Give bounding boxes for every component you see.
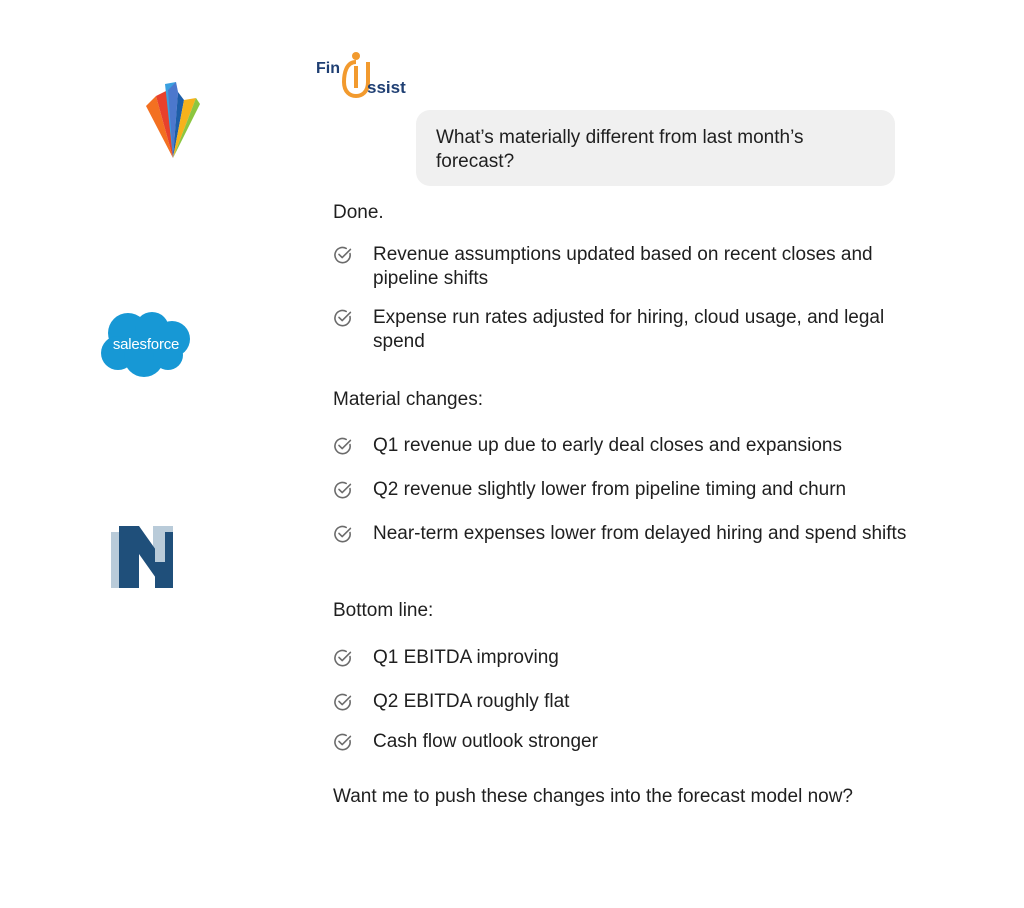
- check-circle-icon: [333, 524, 353, 544]
- list-item-label: Revenue assumptions updated based on recent closes and pipeline shifts: [373, 244, 873, 289]
- list-item-label: Expense run rates adjusted for hiring, cloud usage, and legal spend: [373, 307, 885, 352]
- list-item-label: Q2 EBITDA roughly flat: [373, 691, 570, 712]
- check-circle-icon: [333, 692, 353, 712]
- check-circle-icon: [333, 648, 353, 668]
- salesforce-logo-text: salesforce: [112, 335, 180, 353]
- list-item-label: Cash flow outlook stronger: [373, 731, 598, 752]
- reply-intro: Done.: [333, 202, 384, 223]
- brand-a-icon: [342, 50, 370, 98]
- user-message-bubble: What’s materially different from last month’s forecast?: [416, 110, 895, 186]
- list-item-label: Near-term expenses lower from delayed hiring and spend shifts: [373, 523, 907, 544]
- list-item-label: Q2 revenue slightly lower from pipeline timing and churn: [373, 479, 847, 500]
- check-circle-icon: [333, 480, 353, 500]
- material-changes-heading: Material changes:: [333, 389, 483, 410]
- check-circle-icon: [333, 245, 353, 265]
- follow-up-question: Want me to push these changes into the forecast model now?: [333, 786, 853, 807]
- integration-logos: [0, 0, 300, 908]
- list-item-label: Q1 EBITDA improving: [373, 647, 559, 668]
- salesforce-logo-icon: [98, 309, 194, 379]
- finassist-logo: [314, 50, 424, 98]
- check-circle-icon: [333, 436, 353, 456]
- bottom-line-heading: Bottom line:: [333, 600, 434, 621]
- brand-ssist-text: ssist: [367, 78, 406, 97]
- check-circle-icon: [333, 308, 353, 328]
- list-item-label: Q1 revenue up due to early deal closes and expansions: [373, 435, 842, 456]
- brand-fin-text: Fin: [316, 60, 340, 77]
- spark-logo-icon: [140, 82, 204, 162]
- check-circle-icon: [333, 732, 353, 752]
- netsuite-logo-icon: [111, 526, 177, 588]
